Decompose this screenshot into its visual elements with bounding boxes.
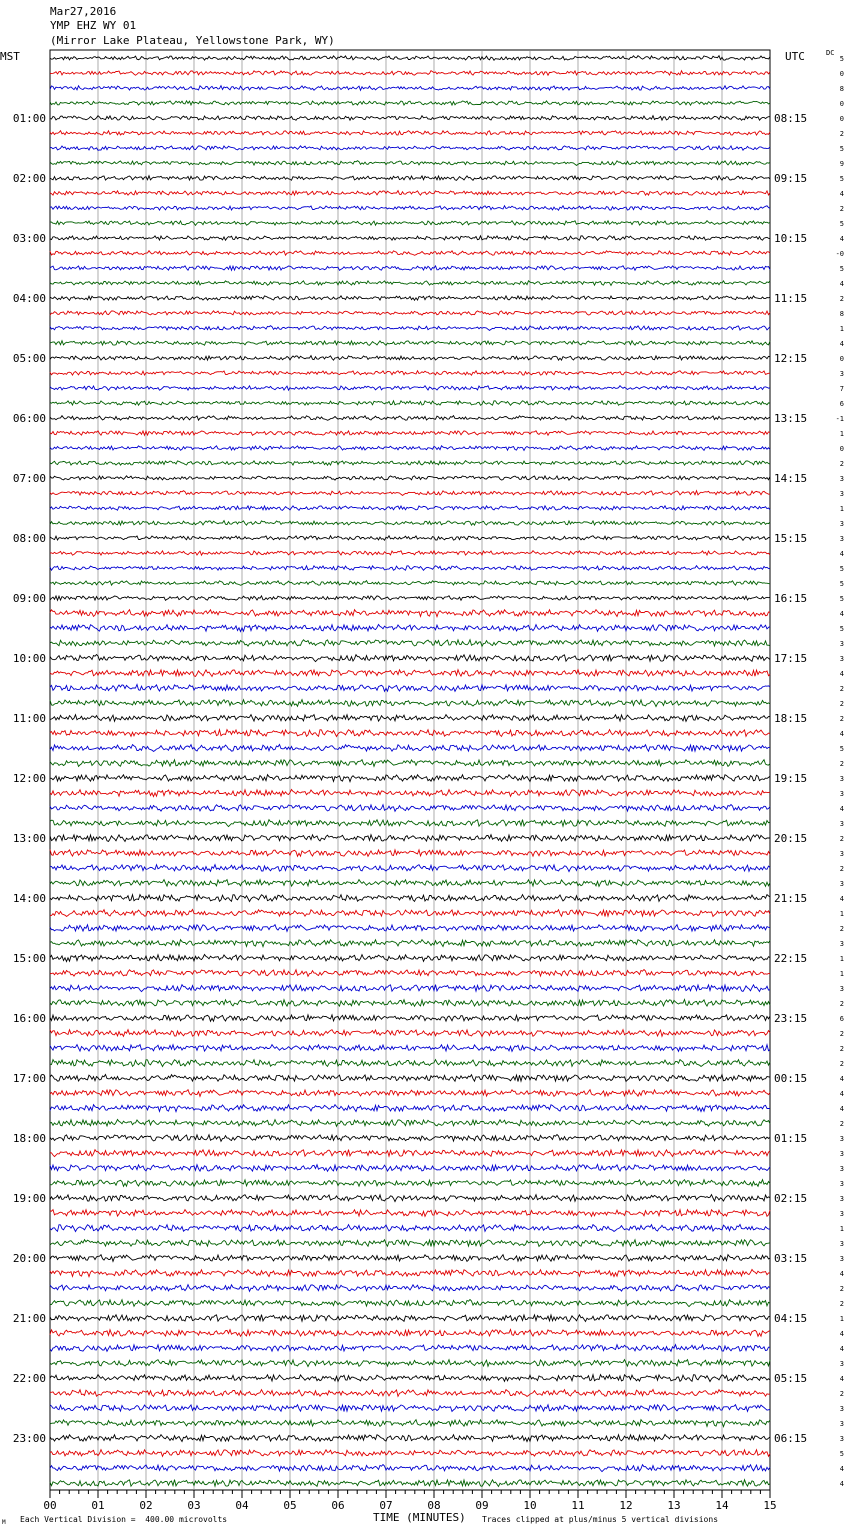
seismic-trace xyxy=(50,101,770,105)
dc-offset: 4 xyxy=(839,1270,844,1278)
dc-offset: 2 xyxy=(839,685,844,693)
seismic-trace xyxy=(50,1450,770,1457)
dc-offset: 4 xyxy=(839,1075,844,1083)
x-tick-label: 14 xyxy=(715,1499,729,1512)
mst-hour-label: 02:00 xyxy=(12,172,46,185)
dc-offset: 6 xyxy=(839,400,844,408)
dc-offset: 2 xyxy=(839,715,844,723)
seismic-trace xyxy=(50,401,770,406)
dc-offset: 3 xyxy=(839,1150,844,1158)
mst-hour-label: 21:00 xyxy=(12,1312,46,1325)
utc-hour-label: 08:15 xyxy=(774,112,808,125)
dc-offset: 5 xyxy=(839,265,844,273)
dc-offset: 5 xyxy=(839,580,844,588)
dc-offset: 3 xyxy=(839,775,844,783)
plot-date: Mar27,2016 xyxy=(50,5,117,18)
utc-hour-label: 17:15 xyxy=(774,652,808,665)
utc-hour-label: 03:15 xyxy=(774,1252,808,1265)
dc-offset: 2 xyxy=(839,1120,844,1128)
utc-hour-label: 02:15 xyxy=(774,1192,808,1205)
dc-offset: 3 xyxy=(839,640,844,648)
seismic-trace xyxy=(50,1165,770,1172)
seismic-trace xyxy=(50,850,770,857)
dc-offset: 3 xyxy=(839,1165,844,1173)
seismic-trace xyxy=(50,1345,770,1352)
utc-hour-label: 00:15 xyxy=(774,1072,808,1085)
dc-offset: 2 xyxy=(839,205,844,213)
dc-offset: 2 xyxy=(839,760,844,768)
seismic-trace xyxy=(50,116,770,121)
dc-offset: 4 xyxy=(839,550,844,558)
seismic-trace xyxy=(50,236,770,241)
seismic-trace xyxy=(50,431,770,436)
seismic-trace xyxy=(50,970,770,977)
x-tick-label: 12 xyxy=(619,1499,633,1512)
dc-offset: 3 xyxy=(839,1420,844,1428)
x-tick-label: 05 xyxy=(283,1499,297,1512)
x-tick-label: 01 xyxy=(91,1499,105,1512)
seismic-trace xyxy=(50,326,770,331)
seismic-trace xyxy=(50,1465,770,1472)
dc-offset: 4 xyxy=(839,1090,844,1098)
dc-offset: 2 xyxy=(839,1000,844,1008)
seismic-trace xyxy=(50,730,770,737)
seismic-trace xyxy=(50,1375,770,1382)
seismic-trace xyxy=(50,566,770,571)
seismic-trace xyxy=(50,491,770,496)
dc-offset: 1 xyxy=(839,1315,844,1323)
dc-offset: 5 xyxy=(839,220,844,228)
mst-hour-label: 17:00 xyxy=(12,1072,46,1085)
dc-offset: 4 xyxy=(839,190,844,198)
seismic-trace xyxy=(50,625,770,632)
seismic-trace xyxy=(50,1060,770,1067)
dc-offset: 1 xyxy=(839,910,844,918)
dc-offset: 3 xyxy=(839,520,844,528)
dc-offset: 0 xyxy=(839,445,844,453)
seismic-trace xyxy=(50,1390,770,1397)
dc-offset: 2 xyxy=(839,700,844,708)
seismic-trace xyxy=(50,1135,770,1142)
dc-offset: 2 xyxy=(839,1285,844,1293)
dc-offset: 2 xyxy=(839,130,844,138)
seismic-trace xyxy=(50,341,770,346)
clip-note: Traces clipped at plus/minus 5 vertical divisions xyxy=(482,1515,719,1524)
dc-offset: 3 xyxy=(839,985,844,993)
dc-offset: 3 xyxy=(839,1180,844,1188)
seismic-trace xyxy=(50,985,770,992)
dc-offset: 1 xyxy=(839,955,844,963)
seismic-trace xyxy=(50,745,770,752)
dc-offset: 0 xyxy=(839,100,844,108)
dc-offset: 3 xyxy=(839,1405,844,1413)
dc-offset: 3 xyxy=(839,850,844,858)
dc-offset: 0 xyxy=(839,70,844,78)
seismic-trace xyxy=(50,221,770,226)
dc-offset: 1 xyxy=(839,1225,844,1233)
x-tick-label: 15 xyxy=(763,1499,777,1512)
dc-offset: 2 xyxy=(839,1390,844,1398)
seismic-trace xyxy=(50,1000,770,1007)
dc-offset: 1 xyxy=(839,430,844,438)
utc-hour-label: 22:15 xyxy=(774,952,808,965)
dc-offset: 3 xyxy=(839,1360,844,1368)
mst-axis-label: MST xyxy=(0,50,20,63)
seismic-trace xyxy=(50,1435,770,1442)
dc-offset: 2 xyxy=(839,460,844,468)
mst-hour-label: 18:00 xyxy=(12,1132,46,1145)
seismic-trace xyxy=(50,685,770,692)
x-tick-label: 09 xyxy=(475,1499,489,1512)
x-tick-label: 02 xyxy=(139,1499,153,1512)
dc-offset: 3 xyxy=(839,1255,844,1263)
seismic-trace xyxy=(50,1150,770,1157)
mst-hour-label: 13:00 xyxy=(12,832,46,845)
dc-offset: 2 xyxy=(839,925,844,933)
dc-offset: 3 xyxy=(839,1195,844,1203)
utc-hour-label: 19:15 xyxy=(774,772,808,785)
seismic-trace xyxy=(50,86,770,91)
dc-offset: 3 xyxy=(839,1240,844,1248)
seismic-trace xyxy=(50,131,770,135)
dc-offset: 5 xyxy=(839,595,844,603)
dc-offset: 2 xyxy=(839,295,844,303)
seismic-trace xyxy=(50,416,770,421)
seismic-trace xyxy=(50,386,770,391)
seismic-trace xyxy=(50,206,770,210)
mst-hour-label: 09:00 xyxy=(12,592,46,605)
dc-offset: 5 xyxy=(839,55,844,63)
seismic-trace xyxy=(50,446,770,451)
seismic-trace xyxy=(50,940,770,947)
seismic-trace xyxy=(50,1045,770,1052)
dc-offset: 9 xyxy=(839,160,844,168)
mst-hour-label: 06:00 xyxy=(12,412,46,425)
seismic-trace xyxy=(50,146,770,151)
dc-offset: 8 xyxy=(839,85,844,93)
seismic-trace xyxy=(50,955,770,962)
dc-offset: 3 xyxy=(839,1435,844,1443)
utc-hour-label: 13:15 xyxy=(774,412,808,425)
seismic-trace xyxy=(50,581,770,586)
footer-mark: M xyxy=(2,1519,6,1526)
station-location: (Mirror Lake Plateau, Yellowstone Park, WY) xyxy=(50,34,335,47)
dc-offset: 5 xyxy=(839,625,844,633)
dc-offset: 3 xyxy=(839,370,844,378)
utc-hour-label: 20:15 xyxy=(774,832,808,845)
dc-offset: 8 xyxy=(839,310,844,318)
x-tick-label: 07 xyxy=(379,1499,393,1512)
dc-offset: 4 xyxy=(839,1465,844,1473)
mst-hour-label: 07:00 xyxy=(12,472,46,485)
dc-offset: 2 xyxy=(839,865,844,873)
dc-offset: 2 xyxy=(839,1030,844,1038)
seismic-trace xyxy=(50,1270,770,1277)
seismic-trace xyxy=(50,311,770,315)
mst-hour-label: 04:00 xyxy=(12,292,46,305)
dc-offset: -1 xyxy=(835,415,844,423)
dc-offset: -0 xyxy=(835,250,844,258)
mst-hour-label: 08:00 xyxy=(12,532,46,545)
seismic-trace xyxy=(50,775,770,782)
utc-axis-label: UTC xyxy=(785,50,805,63)
dc-offset: 5 xyxy=(839,175,844,183)
dc-offset: 3 xyxy=(839,940,844,948)
seismic-trace xyxy=(50,461,770,466)
seismic-trace xyxy=(50,910,770,917)
seismic-trace xyxy=(50,551,770,556)
dc-column-label: DC xyxy=(826,49,835,57)
seismic-trace xyxy=(50,640,770,647)
x-tick-label: 08 xyxy=(427,1499,441,1512)
dc-offset: 4 xyxy=(839,1375,844,1383)
dc-offset: 6 xyxy=(839,1015,844,1023)
seismic-trace xyxy=(50,371,770,375)
seismic-trace xyxy=(50,1180,770,1187)
x-axis-label: TIME (MINUTES) xyxy=(373,1511,466,1524)
dc-offset: 3 xyxy=(839,655,844,663)
seismic-trace xyxy=(50,1090,770,1097)
seismic-trace xyxy=(50,610,770,617)
mst-hour-label: 14:00 xyxy=(12,892,46,905)
seismic-trace xyxy=(50,700,770,707)
mst-hour-label: 05:00 xyxy=(12,352,46,365)
seismic-trace xyxy=(50,1015,770,1021)
dc-offset: 0 xyxy=(839,355,844,363)
seismic-trace xyxy=(50,191,770,196)
dc-offset: 5 xyxy=(839,745,844,753)
seismic-trace xyxy=(50,476,770,480)
seismic-trace xyxy=(50,71,770,76)
utc-hour-label: 16:15 xyxy=(774,592,808,605)
mst-hour-label: 23:00 xyxy=(12,1432,46,1445)
utc-hour-label: 05:15 xyxy=(774,1372,808,1385)
seismic-trace xyxy=(50,1030,770,1037)
station-code: YMP EHZ WY 01 xyxy=(50,19,137,32)
dc-offset: 4 xyxy=(839,280,844,288)
seismic-trace xyxy=(50,820,770,827)
utc-hour-label: 15:15 xyxy=(774,532,808,545)
seismic-trace xyxy=(50,925,770,932)
seismic-trace xyxy=(50,835,770,842)
utc-hour-label: 04:15 xyxy=(774,1312,808,1325)
dc-offset: 3 xyxy=(839,1135,844,1143)
mst-hour-label: 10:00 xyxy=(12,652,46,665)
seismic-trace xyxy=(50,670,770,677)
dc-offset: 3 xyxy=(839,790,844,798)
seismic-trace xyxy=(50,805,770,812)
seismic-trace xyxy=(50,1330,770,1337)
dc-offset: 4 xyxy=(839,805,844,813)
x-tick-label: 11 xyxy=(571,1499,585,1512)
seismic-trace xyxy=(50,1195,770,1202)
dc-offset: 3 xyxy=(839,535,844,543)
dc-offset: 2 xyxy=(839,835,844,843)
seismic-trace xyxy=(50,521,770,526)
seismic-trace xyxy=(50,1105,770,1112)
utc-hour-label: 10:15 xyxy=(774,232,808,245)
dc-offset: 7 xyxy=(839,385,844,393)
seismic-trace xyxy=(50,56,770,61)
utc-hour-label: 21:15 xyxy=(774,892,808,905)
utc-hour-label: 14:15 xyxy=(774,472,808,485)
utc-hour-label: 11:15 xyxy=(774,292,808,305)
x-tick-label: 04 xyxy=(235,1499,249,1512)
utc-hour-label: 23:15 xyxy=(774,1012,808,1025)
dc-offset: 4 xyxy=(839,1480,844,1488)
seismic-trace xyxy=(50,1420,770,1427)
x-tick-label: 06 xyxy=(331,1499,345,1512)
dc-offset: 4 xyxy=(839,1105,844,1113)
utc-hour-label: 18:15 xyxy=(774,712,808,725)
mst-hour-label: 03:00 xyxy=(12,232,46,245)
seismic-trace xyxy=(50,506,770,511)
dc-offset: 1 xyxy=(839,505,844,513)
mst-hour-label: 15:00 xyxy=(12,952,46,965)
utc-hour-label: 01:15 xyxy=(774,1132,808,1145)
seismic-trace xyxy=(50,281,770,286)
seismic-trace xyxy=(50,296,770,301)
dc-offset: 3 xyxy=(839,475,844,483)
seismic-trace xyxy=(50,356,770,361)
seismic-trace xyxy=(50,655,770,662)
utc-hour-label: 06:15 xyxy=(774,1432,808,1445)
seismic-trace xyxy=(50,1120,770,1127)
seismic-trace xyxy=(50,1300,770,1307)
mst-hour-label: 01:00 xyxy=(12,112,46,125)
seismic-trace xyxy=(50,1225,770,1232)
seismic-trace xyxy=(50,161,770,166)
dc-offset: 1 xyxy=(839,325,844,333)
dc-offset: 4 xyxy=(839,340,844,348)
seismic-trace xyxy=(50,596,770,601)
mst-hour-label: 12:00 xyxy=(12,772,46,785)
mst-hour-label: 20:00 xyxy=(12,1252,46,1265)
seismic-trace xyxy=(50,1405,770,1412)
utc-hour-label: 09:15 xyxy=(774,172,808,185)
x-tick-label: 10 xyxy=(523,1499,537,1512)
seismic-trace xyxy=(50,880,770,887)
dc-offset: 0 xyxy=(839,115,844,123)
mst-hour-label: 19:00 xyxy=(12,1192,46,1205)
seismic-trace xyxy=(50,715,770,722)
seismic-trace xyxy=(50,251,770,256)
dc-offset: 2 xyxy=(839,1045,844,1053)
dc-offset: 2 xyxy=(839,1060,844,1068)
dc-offset: 5 xyxy=(839,565,844,573)
mst-hour-label: 16:00 xyxy=(12,1012,46,1025)
seismic-trace xyxy=(50,1255,770,1262)
dc-offset: 5 xyxy=(839,1450,844,1458)
dc-offset: 5 xyxy=(839,145,844,153)
dc-offset: 3 xyxy=(839,880,844,888)
dc-offset: 4 xyxy=(839,730,844,738)
utc-hour-label: 12:15 xyxy=(774,352,808,365)
dc-offset: 4 xyxy=(839,610,844,618)
dc-offset: 4 xyxy=(839,670,844,678)
dc-offset: 4 xyxy=(839,235,844,243)
x-tick-label: 00 xyxy=(43,1499,57,1512)
seismic-trace xyxy=(50,1210,770,1217)
seismic-trace xyxy=(50,176,770,181)
seismic-trace xyxy=(50,266,770,271)
mst-hour-label: 22:00 xyxy=(12,1372,46,1385)
dc-offset: 3 xyxy=(839,1210,844,1218)
x-tick-label: 03 xyxy=(187,1499,201,1512)
scale-note: Each Vertical Division = 400.00 microvolts xyxy=(20,1515,228,1524)
x-tick-label: 13 xyxy=(667,1499,681,1512)
seismic-trace xyxy=(50,1075,770,1082)
seismic-trace xyxy=(50,895,770,902)
seismic-trace xyxy=(50,790,770,797)
dc-offset: 1 xyxy=(839,970,844,978)
seismic-trace xyxy=(50,1360,770,1367)
seismic-trace xyxy=(50,536,770,541)
mst-hour-label: 11:00 xyxy=(12,712,46,725)
seismic-trace xyxy=(50,865,770,872)
seismic-trace xyxy=(50,1315,770,1322)
dc-offset: 3 xyxy=(839,820,844,828)
dc-offset: 2 xyxy=(839,1300,844,1308)
seismic-trace xyxy=(50,1480,770,1487)
seismic-trace xyxy=(50,760,770,767)
dc-offset: 4 xyxy=(839,895,844,903)
dc-offset: 3 xyxy=(839,490,844,498)
seismic-trace xyxy=(50,1285,770,1292)
dc-offset: 4 xyxy=(839,1345,844,1353)
dc-offset: 4 xyxy=(839,1330,844,1338)
seismic-trace xyxy=(50,1240,770,1247)
